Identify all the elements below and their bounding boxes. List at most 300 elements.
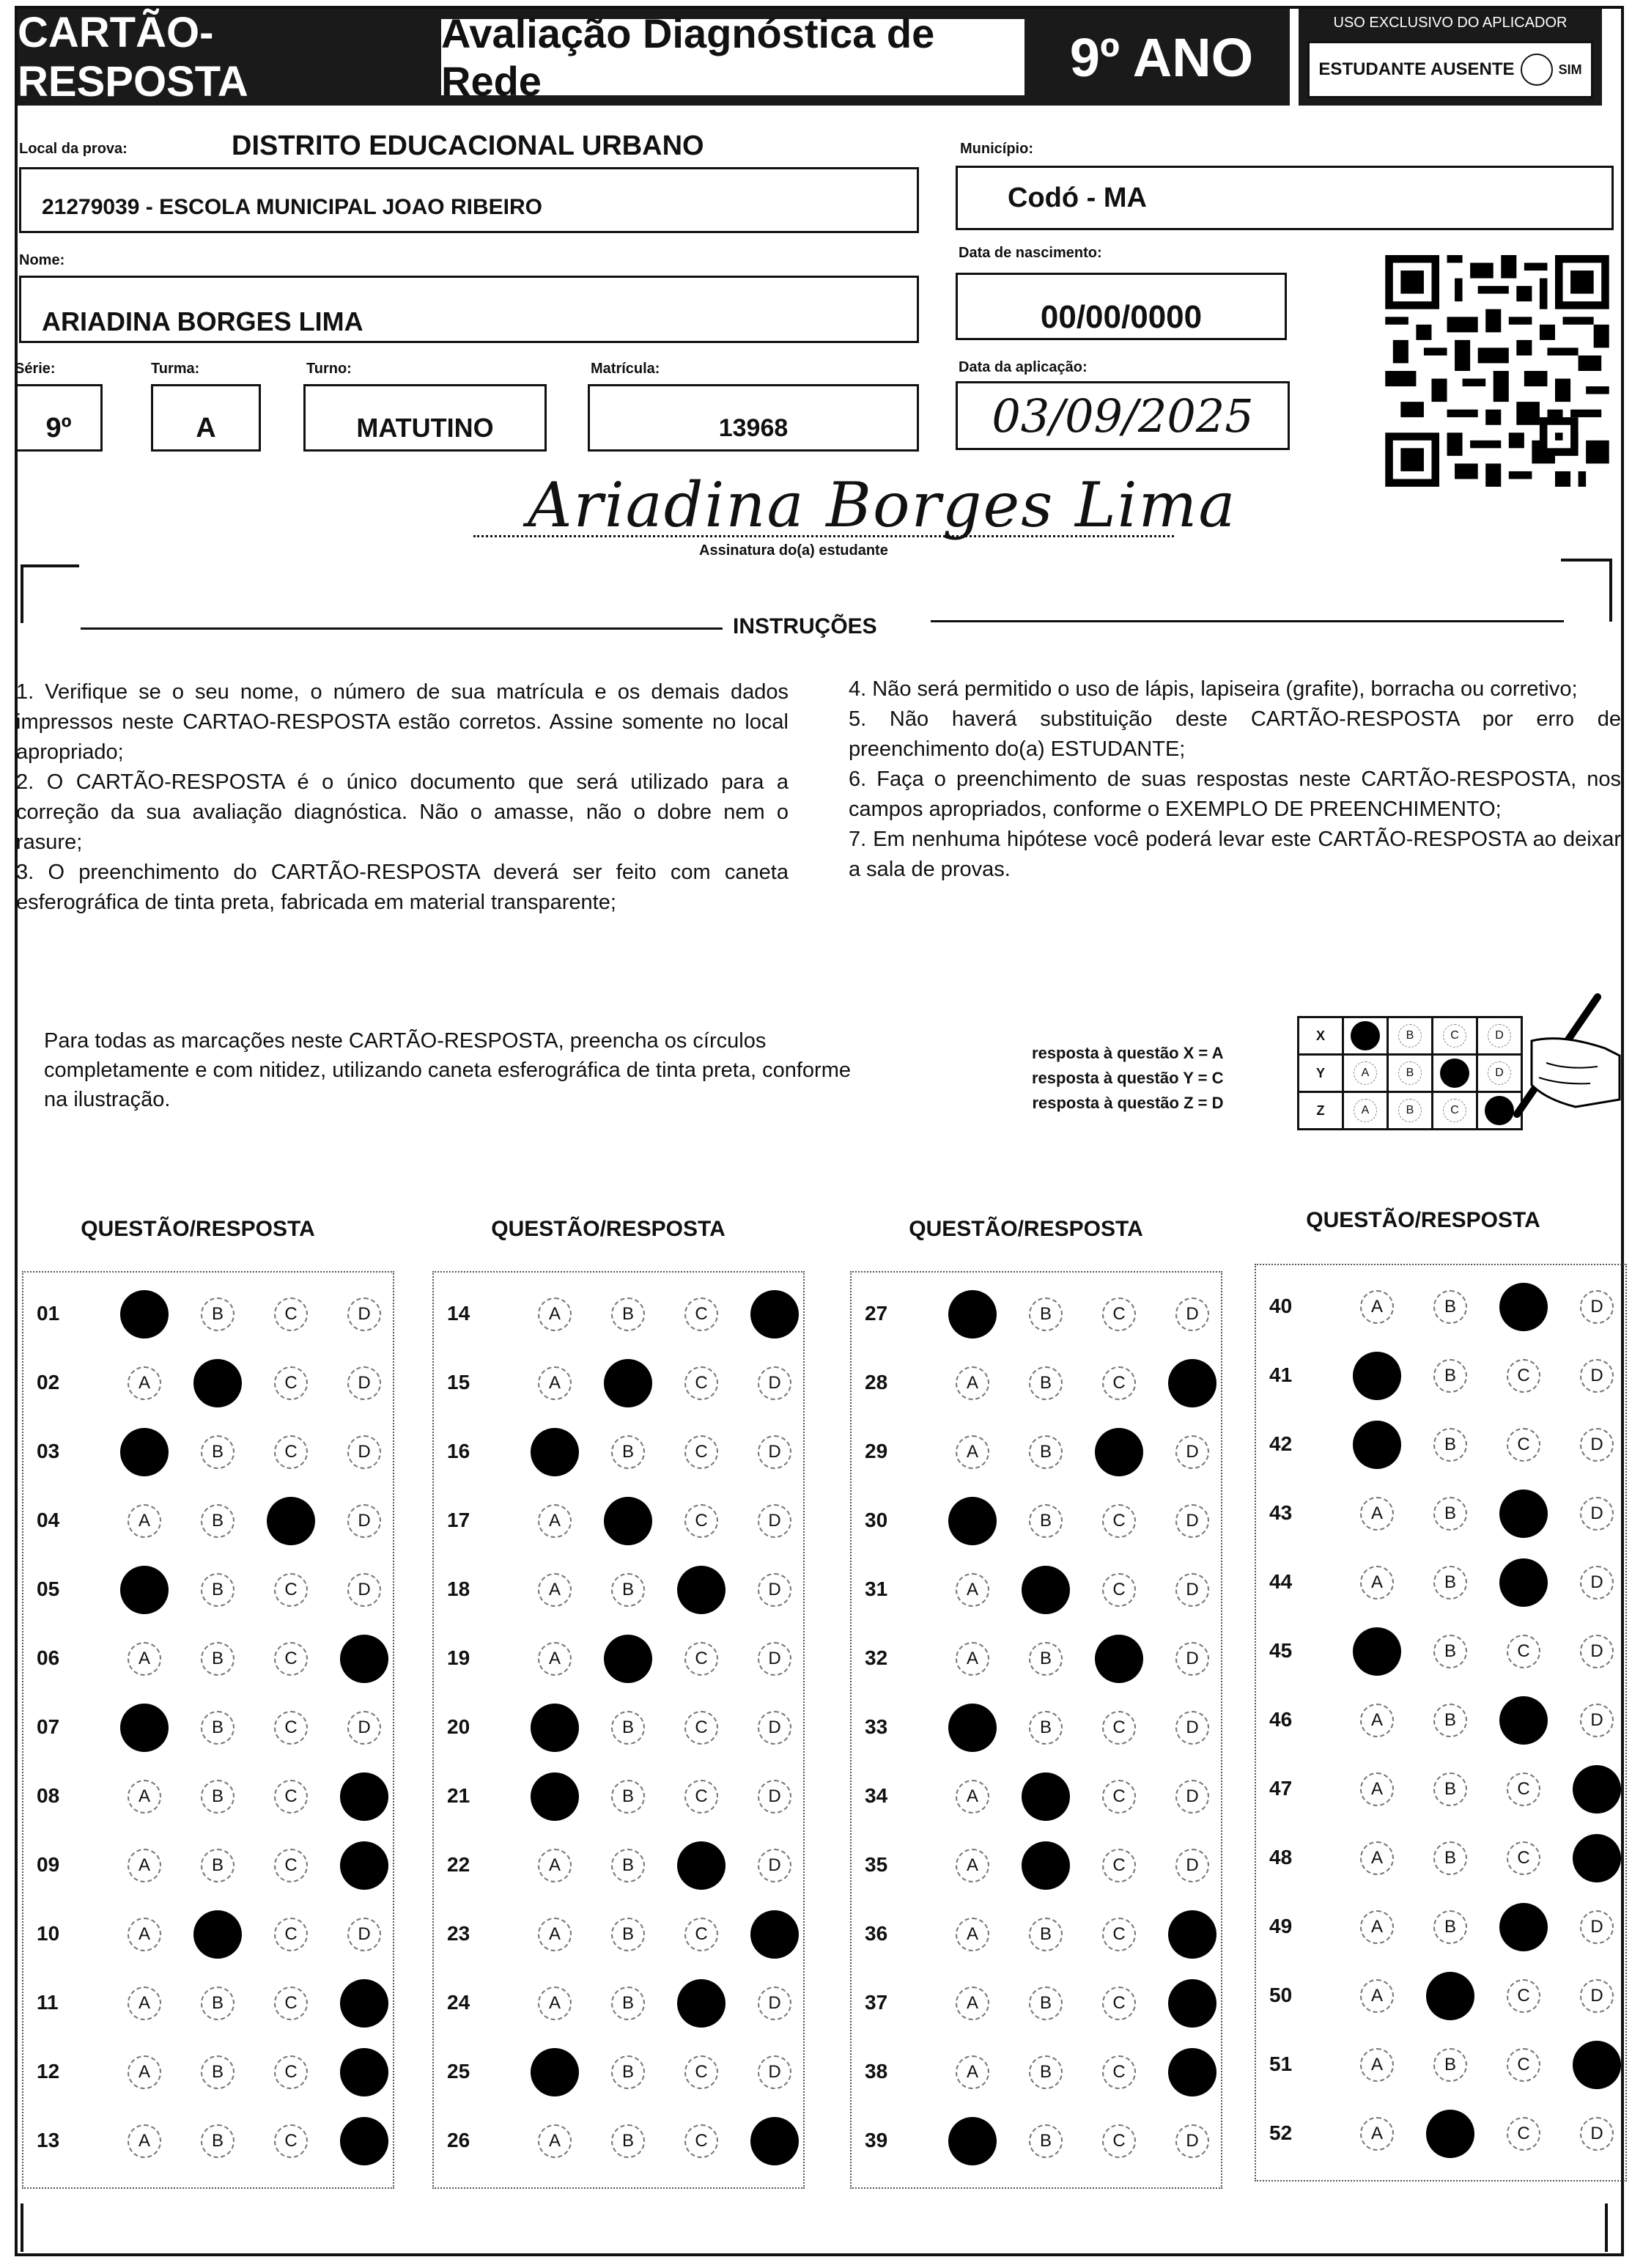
bubble-c[interactable]: C xyxy=(1507,2048,1540,2082)
filled-bubble-d[interactable] xyxy=(1573,1765,1621,1814)
bubble-b[interactable]: B xyxy=(201,1987,235,2020)
bubble-c[interactable]: C xyxy=(684,1366,718,1400)
filled-bubble-a[interactable] xyxy=(948,1497,997,1545)
filled-bubble-d[interactable] xyxy=(1168,1979,1216,2028)
bubble-d[interactable]: D xyxy=(1175,1297,1209,1331)
answer-row xyxy=(852,1488,1221,1557)
filled-bubble-c[interactable] xyxy=(677,1979,725,2028)
instruction-item: 5. Não haverá substituição deste CARTÃO-RESPOSTA por erro de preenchimento do(a) ESTUDANTE; xyxy=(849,707,1621,761)
answer-row xyxy=(434,1695,803,1764)
bubble-d[interactable]: D xyxy=(1580,1910,1614,1944)
bubble-b[interactable]: B xyxy=(1433,2048,1467,2082)
municipio-value: Codó - MA xyxy=(1008,182,1147,213)
bubble-c[interactable]: C xyxy=(1102,1366,1136,1400)
question-header: QUESTÃO/RESPOSTA xyxy=(909,1217,1143,1241)
filled-bubble-b[interactable] xyxy=(604,1635,652,1683)
bubble-c[interactable]: C xyxy=(1102,1918,1136,1951)
filled-bubble-c[interactable] xyxy=(1095,1428,1143,1476)
bubble-b[interactable]: B xyxy=(1433,1566,1467,1599)
bubble-b[interactable]: B xyxy=(611,1573,645,1607)
bubble-d[interactable]: D xyxy=(758,1987,791,2020)
bubble-c[interactable]: C xyxy=(684,1297,718,1331)
filled-bubble-d[interactable] xyxy=(750,1290,799,1339)
bubble-d[interactable]: D xyxy=(1175,1711,1209,1745)
example-bubble: D xyxy=(1488,1024,1511,1048)
question-number: 04 xyxy=(37,1509,60,1531)
bubble-a[interactable]: A xyxy=(538,1642,572,1676)
bubble-c[interactable]: C xyxy=(1102,2124,1136,2158)
bubble-a[interactable]: A xyxy=(1360,1910,1394,1944)
example-cell xyxy=(1343,1092,1388,1130)
filled-bubble-d[interactable] xyxy=(1168,1910,1216,1959)
instruction-item: 6. Faça o preenchimento de suas respostas neste CARTÃO-RESPOSTA, nos campos apropriados, conforme o EXEMPLO DE PREENCHIMENTO; xyxy=(849,767,1621,821)
bubble-a[interactable]: A xyxy=(538,1366,572,1400)
bubble-d[interactable]: D xyxy=(1175,2124,1209,2158)
bubble-d[interactable]: D xyxy=(347,1435,381,1469)
answer-row xyxy=(852,1626,1221,1695)
answer-row xyxy=(23,1350,393,1419)
bubble-a[interactable]: A xyxy=(956,1435,989,1469)
question-number: 34 xyxy=(865,1784,888,1807)
bubble-a[interactable]: A xyxy=(538,1504,572,1538)
bubble-b[interactable]: B xyxy=(1433,1290,1467,1324)
applicator-panel xyxy=(1299,9,1602,106)
question-number: 37 xyxy=(865,1991,888,2014)
bubble-a[interactable]: A xyxy=(128,1987,161,2020)
question-number: 29 xyxy=(865,1440,888,1462)
bubble-d[interactable]: D xyxy=(347,1573,381,1607)
answer-row xyxy=(1256,1274,1625,1343)
bubble-c[interactable]: C xyxy=(274,1573,308,1607)
answer-row xyxy=(23,1626,393,1695)
question-number: 19 xyxy=(447,1646,470,1669)
bubble-d[interactable]: D xyxy=(758,1642,791,1676)
bubble-a[interactable]: A xyxy=(128,2124,161,2158)
bubble-d[interactable]: D xyxy=(347,1366,381,1400)
bubble-c[interactable]: C xyxy=(1102,1711,1136,1745)
bubble-c[interactable]: C xyxy=(1102,1573,1136,1607)
bubble-a[interactable]: A xyxy=(538,1987,572,2020)
filled-bubble-d[interactable] xyxy=(1168,1359,1216,1407)
filled-bubble-b[interactable] xyxy=(604,1359,652,1407)
answer-column xyxy=(432,1271,805,2189)
bubble-d[interactable]: D xyxy=(1175,1642,1209,1676)
bubble-a[interactable]: A xyxy=(956,1780,989,1814)
bubble-c[interactable]: C xyxy=(1507,1635,1540,1668)
bubble-b[interactable]: B xyxy=(1029,2124,1063,2158)
bubble-c[interactable]: C xyxy=(274,1987,308,2020)
question-number: 27 xyxy=(865,1302,888,1325)
bubble-c[interactable]: C xyxy=(274,1297,308,1331)
filled-bubble-c[interactable] xyxy=(1499,1903,1548,1951)
bubble-d[interactable]: D xyxy=(1175,1780,1209,1814)
local-label: Local da prova: xyxy=(19,141,128,157)
filled-bubble-b[interactable] xyxy=(1022,1566,1070,1614)
filled-bubble-b[interactable] xyxy=(1022,1841,1070,1890)
bubble-a[interactable]: A xyxy=(956,1849,989,1882)
matricula-value: 13968 xyxy=(718,413,789,442)
filled-bubble-d[interactable] xyxy=(1573,2041,1621,2089)
bubble-d[interactable]: D xyxy=(758,1573,791,1607)
bubble-a[interactable]: A xyxy=(956,1918,989,1951)
example-bubble: A xyxy=(1354,1061,1377,1085)
filled-bubble-a[interactable] xyxy=(531,1428,579,1476)
bubble-c[interactable]: C xyxy=(274,2124,308,2158)
bubble-c[interactable]: C xyxy=(1102,1297,1136,1331)
bubble-d[interactable]: D xyxy=(347,1711,381,1745)
answer-row xyxy=(852,1419,1221,1488)
bubble-c[interactable]: C xyxy=(684,1642,718,1676)
filled-bubble-b[interactable] xyxy=(1426,1972,1474,2020)
bubble-c[interactable]: C xyxy=(1507,1428,1540,1462)
filled-bubble-c[interactable] xyxy=(1499,1696,1548,1745)
question-number: 14 xyxy=(447,1302,470,1325)
school-value: 21279039 - ESCOLA MUNICIPAL JOAO RIBEIRO xyxy=(42,195,542,219)
filled-bubble-c[interactable] xyxy=(677,1566,725,1614)
example-cell xyxy=(1343,1017,1388,1055)
filled-bubble-d[interactable] xyxy=(340,2048,388,2096)
bubble-b[interactable]: B xyxy=(1029,1987,1063,2020)
example-cell xyxy=(1343,1055,1388,1092)
bubble-c[interactable]: C xyxy=(684,2124,718,2158)
bubble-c[interactable]: C xyxy=(684,1435,718,1469)
card-title: CARTÃO-RESPOSTA xyxy=(18,9,432,106)
bubble-c[interactable]: C xyxy=(274,2055,308,2089)
bubble-b[interactable]: B xyxy=(1433,1772,1467,1806)
answer-row xyxy=(23,1764,393,1833)
bubble-d[interactable]: D xyxy=(1580,1566,1614,1599)
question-number: 09 xyxy=(37,1853,60,1876)
filled-bubble-b[interactable] xyxy=(1426,2110,1474,2158)
question-number: 18 xyxy=(447,1577,470,1600)
filled-bubble-c[interactable] xyxy=(1499,1558,1548,1607)
bubble-d[interactable]: D xyxy=(1580,1635,1614,1668)
bubble-b[interactable]: B xyxy=(611,2055,645,2089)
bubble-a[interactable]: A xyxy=(1360,2117,1394,2151)
bubble-c[interactable]: C xyxy=(1102,1504,1136,1538)
pen-hand-illustration xyxy=(1488,990,1627,1129)
bubble-b[interactable]: B xyxy=(201,2055,235,2089)
example-filled-bubble xyxy=(1351,1021,1380,1050)
bubble-d[interactable]: D xyxy=(1175,1849,1209,1882)
bubble-c[interactable]: C xyxy=(274,1435,308,1469)
bubble-b[interactable]: B xyxy=(201,2124,235,2158)
bubble-a[interactable]: A xyxy=(1360,1772,1394,1806)
question-number: 10 xyxy=(37,1922,60,1945)
answer-row xyxy=(23,1970,393,2039)
filled-bubble-c[interactable] xyxy=(677,1841,725,1890)
matricula-box xyxy=(588,384,919,452)
question-number: 21 xyxy=(447,1784,470,1807)
question-number: 07 xyxy=(37,1715,60,1738)
bubble-a[interactable]: A xyxy=(128,1780,161,1814)
bubble-c[interactable]: C xyxy=(274,1366,308,1400)
bubble-a[interactable]: A xyxy=(956,2055,989,2089)
signature-caption: Assinatura do(a) estudante xyxy=(699,542,888,559)
answer-row xyxy=(852,1281,1221,1350)
bubble-c[interactable]: C xyxy=(274,1642,308,1676)
bubble-c[interactable]: C xyxy=(274,1918,308,1951)
bubble-c[interactable]: C xyxy=(274,1780,308,1814)
example-bubble: A xyxy=(1354,1099,1377,1122)
bubble-d[interactable]: D xyxy=(1580,1428,1614,1462)
question-number: 05 xyxy=(37,1577,60,1600)
bubble-a[interactable]: A xyxy=(128,2055,161,2089)
bubble-a[interactable]: A xyxy=(538,1297,572,1331)
answer-row xyxy=(23,1901,393,1970)
bubble-a[interactable]: A xyxy=(538,1573,572,1607)
aplicacao-value: 03/09/2025 xyxy=(992,389,1254,443)
filled-bubble-c[interactable] xyxy=(1499,1490,1548,1538)
bubble-c[interactable]: C xyxy=(684,1918,718,1951)
bubble-d[interactable]: D xyxy=(347,1504,381,1538)
absent-checkbox[interactable] xyxy=(1521,54,1553,86)
answer-row xyxy=(1256,1619,1625,1687)
bubble-d[interactable]: D xyxy=(1580,2117,1614,2151)
bubble-c[interactable]: C xyxy=(274,1849,308,1882)
filled-bubble-d[interactable] xyxy=(340,1979,388,2028)
filled-bubble-a[interactable] xyxy=(120,1290,169,1339)
bubble-b[interactable]: B xyxy=(611,1297,645,1331)
question-number: 45 xyxy=(1269,1639,1293,1662)
instruction-item: 1. Verifique se o seu nome, o número de sua matrícula e os demais dados impressos neste CARTAO-RESPOSTA estão corretos. Assine somente no local apropriado; xyxy=(16,680,789,764)
bubble-a[interactable]: A xyxy=(538,1849,572,1882)
instructions-left xyxy=(16,677,789,918)
bubble-d[interactable]: D xyxy=(347,1918,381,1951)
bubble-a[interactable]: A xyxy=(956,1987,989,2020)
answer-row xyxy=(1256,2101,1625,2170)
bubble-d[interactable]: D xyxy=(758,1780,791,1814)
answer-row xyxy=(434,1350,803,1419)
bubble-d[interactable]: D xyxy=(758,2055,791,2089)
bubble-a[interactable]: A xyxy=(1360,1497,1394,1531)
bubble-c[interactable]: C xyxy=(684,1711,718,1745)
bubble-c[interactable]: C xyxy=(1507,1772,1540,1806)
filled-bubble-a[interactable] xyxy=(948,1290,997,1339)
question-number: 42 xyxy=(1269,1432,1293,1455)
example-filled-bubble xyxy=(1440,1058,1469,1088)
bubble-b[interactable]: B xyxy=(1029,1504,1063,1538)
bubble-d[interactable]: D xyxy=(758,1435,791,1469)
nome-label: Nome: xyxy=(19,252,65,268)
example-bubble: B xyxy=(1398,1099,1422,1122)
filled-bubble-d[interactable] xyxy=(1168,2048,1216,2096)
bubble-b[interactable]: B xyxy=(611,1918,645,1951)
filled-bubble-a[interactable] xyxy=(948,1704,997,1752)
bubble-c[interactable]: C xyxy=(684,2055,718,2089)
nascimento-box xyxy=(956,273,1287,340)
bubble-b[interactable]: B xyxy=(611,2124,645,2158)
question-number: 11 xyxy=(37,1991,59,2014)
bubble-d[interactable]: D xyxy=(1175,1435,1209,1469)
bubble-a[interactable]: A xyxy=(1360,1704,1394,1737)
filled-bubble-d[interactable] xyxy=(340,2117,388,2165)
filled-bubble-a[interactable] xyxy=(120,1704,169,1752)
filled-bubble-a[interactable] xyxy=(1353,1421,1401,1469)
bubble-d[interactable]: D xyxy=(1175,1504,1209,1538)
example-legend-line: resposta à questão Z = D xyxy=(1032,1094,1224,1112)
bubble-b[interactable]: B xyxy=(611,1780,645,1814)
bubble-a[interactable]: A xyxy=(1360,1290,1394,1324)
filled-bubble-a[interactable] xyxy=(120,1428,169,1476)
bracket-left xyxy=(21,564,79,623)
filled-bubble-a[interactable] xyxy=(948,2117,997,2165)
bubble-d[interactable]: D xyxy=(1580,1979,1614,2013)
fill-note: Para todas as marcações neste CARTÃO-RESPOSTA, preencha os círculos completamente e com nitidez, utilizando caneta esferográfica de tinta preta, conforme na ilustração. xyxy=(44,1029,851,1111)
bubble-b[interactable]: B xyxy=(611,1849,645,1882)
bubble-c[interactable]: C xyxy=(1102,1780,1136,1814)
bubble-b[interactable]: B xyxy=(611,1711,645,1745)
filled-bubble-b[interactable] xyxy=(193,1359,242,1407)
bubble-d[interactable]: D xyxy=(1580,1704,1614,1737)
absent-option: SIM xyxy=(1558,62,1582,77)
exam-title: Avaliação Diagnóstica de Rede xyxy=(438,16,1027,98)
bubble-b[interactable]: B xyxy=(1433,1841,1467,1875)
filled-bubble-c[interactable] xyxy=(1095,1635,1143,1683)
bubble-b[interactable]: B xyxy=(1029,1297,1063,1331)
turma-value: A xyxy=(196,412,216,443)
filled-bubble-d[interactable] xyxy=(340,1841,388,1890)
bubble-d[interactable]: D xyxy=(1580,1290,1614,1324)
filled-bubble-d[interactable] xyxy=(750,2117,799,2165)
bubble-b[interactable]: B xyxy=(1433,1359,1467,1393)
school-box xyxy=(19,167,919,233)
bubble-a[interactable]: A xyxy=(538,2124,572,2158)
bubble-c[interactable]: C xyxy=(1507,1979,1540,2013)
bubble-b[interactable]: B xyxy=(201,1849,235,1882)
bubble-b[interactable]: B xyxy=(1433,1910,1467,1944)
question-number: 44 xyxy=(1269,1570,1293,1593)
example-cell xyxy=(1388,1092,1433,1130)
answer-row xyxy=(852,1350,1221,1419)
bubble-b[interactable]: B xyxy=(201,1711,235,1745)
example-cell xyxy=(1433,1092,1477,1130)
example-legend xyxy=(1032,1041,1223,1116)
bubble-c[interactable]: C xyxy=(684,1504,718,1538)
bubble-a[interactable]: A xyxy=(128,1504,161,1538)
bubble-c[interactable]: C xyxy=(1102,1849,1136,1882)
filled-bubble-b[interactable] xyxy=(193,1910,242,1959)
filled-bubble-d[interactable] xyxy=(340,1772,388,1821)
bubble-d[interactable]: D xyxy=(1580,1497,1614,1531)
bubble-b[interactable]: B xyxy=(1029,1366,1063,1400)
bubble-a[interactable]: A xyxy=(128,1642,161,1676)
question-number: 51 xyxy=(1269,2052,1293,2075)
bubble-a[interactable]: A xyxy=(538,1918,572,1951)
bubble-c[interactable]: C xyxy=(1507,1359,1540,1393)
bubble-b[interactable]: B xyxy=(611,1987,645,2020)
bubble-a[interactable]: A xyxy=(956,1366,989,1400)
filled-bubble-b[interactable] xyxy=(1022,1772,1070,1821)
filled-bubble-b[interactable] xyxy=(604,1497,652,1545)
bubble-b[interactable]: B xyxy=(1029,2055,1063,2089)
question-number: 35 xyxy=(865,1853,888,1876)
example-legend-line: resposta à questão Y = C xyxy=(1032,1069,1224,1087)
bubble-d[interactable]: D xyxy=(1175,1573,1209,1607)
turma-label: Turma: xyxy=(151,361,200,377)
bubble-b[interactable]: B xyxy=(611,1435,645,1469)
filled-bubble-a[interactable] xyxy=(531,2048,579,2096)
bubble-c[interactable]: C xyxy=(1102,2055,1136,2089)
answer-row xyxy=(852,1970,1221,2039)
example-legend-line: resposta à questão X = A xyxy=(1032,1044,1224,1062)
bubble-b[interactable]: B xyxy=(1433,1635,1467,1668)
bubble-d[interactable]: D xyxy=(758,1711,791,1745)
bubble-b[interactable]: B xyxy=(201,1297,235,1331)
example-bubble: C xyxy=(1443,1024,1466,1048)
bubble-a[interactable]: A xyxy=(128,1849,161,1882)
answer-row xyxy=(1256,1412,1625,1481)
bubble-b[interactable]: B xyxy=(201,1504,235,1538)
nome-value: ARIADINA BORGES LIMA xyxy=(42,306,363,336)
bubble-a[interactable]: A xyxy=(956,1642,989,1676)
bubble-b[interactable]: B xyxy=(1029,1918,1063,1951)
bubble-c[interactable]: C xyxy=(1102,1987,1136,2020)
filled-bubble-a[interactable] xyxy=(531,1772,579,1821)
bubble-b[interactable]: B xyxy=(1029,1435,1063,1469)
bubble-a[interactable]: A xyxy=(1360,1566,1394,1599)
question-number: 49 xyxy=(1269,1915,1293,1937)
bubble-c[interactable]: C xyxy=(274,1711,308,1745)
bubble-b[interactable]: B xyxy=(1029,1711,1063,1745)
turma-box xyxy=(151,384,261,452)
bubble-d[interactable]: D xyxy=(758,1366,791,1400)
bubble-a[interactable]: A xyxy=(128,1366,161,1400)
bubble-b[interactable]: B xyxy=(201,1573,235,1607)
bubble-d[interactable]: D xyxy=(758,1504,791,1538)
bubble-a[interactable]: A xyxy=(1360,1841,1394,1875)
bubble-b[interactable]: B xyxy=(1433,1428,1467,1462)
filled-bubble-a[interactable] xyxy=(120,1566,169,1614)
filled-bubble-d[interactable] xyxy=(1573,1834,1621,1882)
aplicacao-box xyxy=(956,381,1290,450)
question-number: 23 xyxy=(447,1922,470,1945)
bubble-b[interactable]: B xyxy=(1029,1642,1063,1676)
bubble-b[interactable]: B xyxy=(201,1642,235,1676)
bubble-b[interactable]: B xyxy=(1433,1704,1467,1737)
answer-row xyxy=(852,1764,1221,1833)
question-number: 46 xyxy=(1269,1708,1293,1731)
filled-bubble-a[interactable] xyxy=(1353,1627,1401,1676)
filled-bubble-c[interactable] xyxy=(1499,1283,1548,1331)
bubble-a[interactable]: A xyxy=(1360,2048,1394,2082)
bubble-b[interactable]: B xyxy=(1433,1497,1467,1531)
question-number: 24 xyxy=(447,1991,470,2014)
bubble-b[interactable]: B xyxy=(201,1435,235,1469)
answer-row xyxy=(434,1488,803,1557)
filled-bubble-d[interactable] xyxy=(750,1910,799,1959)
filled-bubble-d[interactable] xyxy=(340,1635,388,1683)
bubble-d[interactable]: D xyxy=(1580,1359,1614,1393)
bubble-a[interactable]: A xyxy=(956,1573,989,1607)
bubble-c[interactable]: C xyxy=(1507,2117,1540,2151)
answer-row xyxy=(1256,1343,1625,1412)
bubble-c[interactable]: C xyxy=(684,1780,718,1814)
filled-bubble-c[interactable] xyxy=(267,1497,315,1545)
question-number: 30 xyxy=(865,1509,888,1531)
answer-row xyxy=(1256,2032,1625,2101)
bubble-a[interactable]: A xyxy=(1360,1979,1394,2013)
bubble-d[interactable]: D xyxy=(758,1849,791,1882)
question-number: 13 xyxy=(37,2129,60,2151)
filled-bubble-a[interactable] xyxy=(531,1704,579,1752)
bubble-c[interactable]: C xyxy=(1507,1841,1540,1875)
example-cell xyxy=(1433,1055,1477,1092)
bubble-d[interactable]: D xyxy=(347,1297,381,1331)
bubble-b[interactable]: B xyxy=(201,1780,235,1814)
filled-bubble-a[interactable] xyxy=(1353,1352,1401,1400)
bubble-a[interactable]: A xyxy=(128,1918,161,1951)
